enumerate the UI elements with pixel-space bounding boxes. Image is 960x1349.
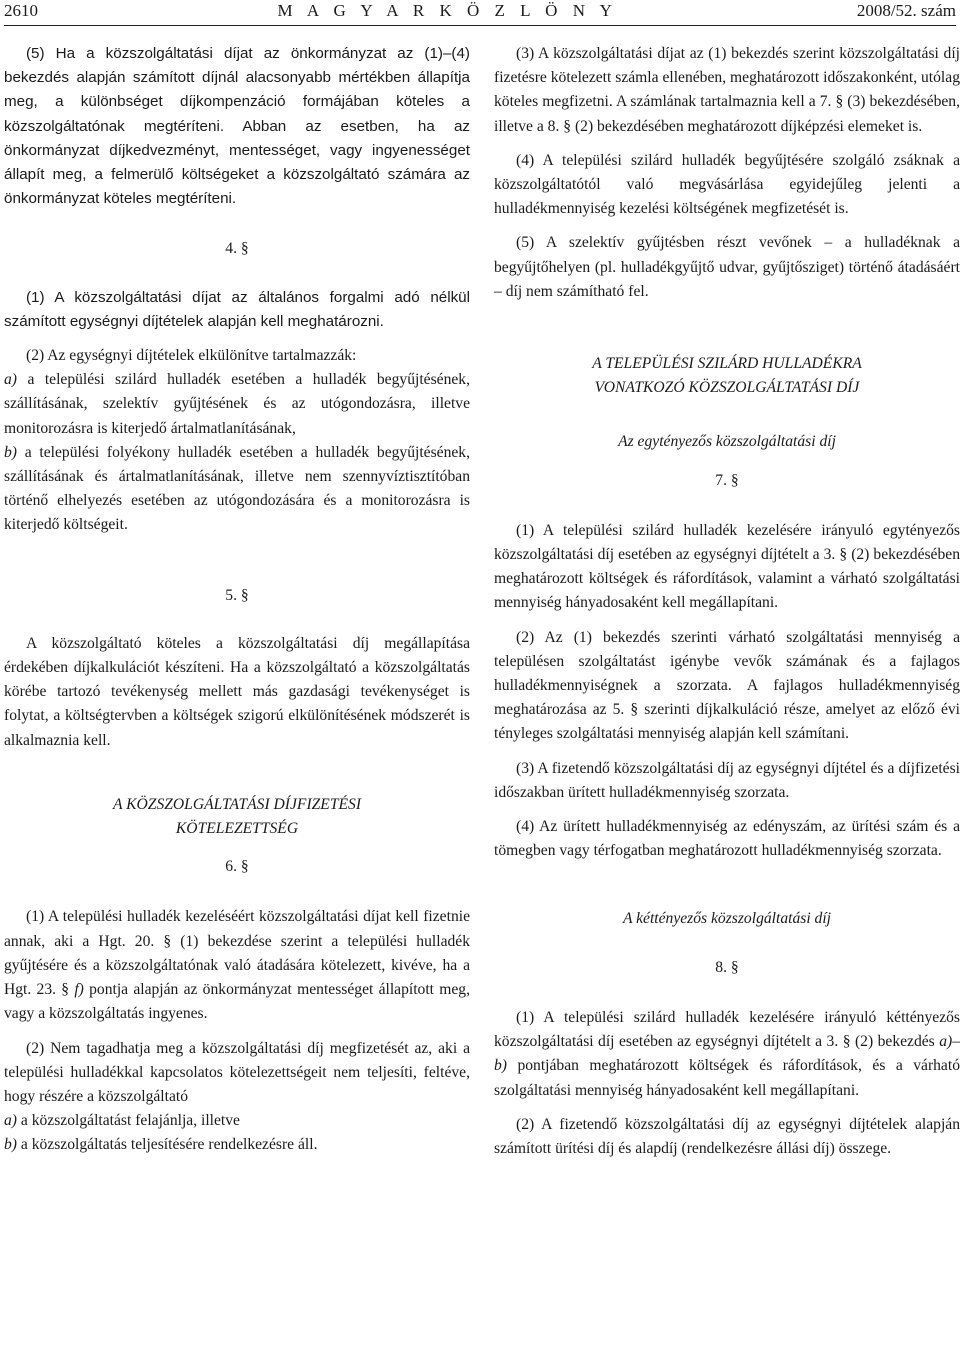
section-6-item-b [4, 1133, 470, 1157]
section-8-paragraph-2: (2) A fizetendő közszolgáltatási díj az egységnyi díjtételek alapján számított ürítési díj és alapdíj (rendelkezésre állási díj) összege. [494, 1115, 960, 1157]
item-text: a közszolgáltatás teljesítésére rendelkezésre áll. [17, 1136, 318, 1154]
section-7-heading: 7. § [715, 471, 739, 489]
page-number: 2610 [4, 1, 38, 20]
section-6-paragraph-1 [4, 905, 470, 1026]
subheading-single-factor: Az egytényezős közszolgáltatási díj [618, 433, 836, 451]
item-text: a települési szilárd hulladék esetében a hulladék begyűjtésének, szállításának, szelektív gyűjtésének és az utógondozásra, illetve monitorozásra is kiterjedő ártalmatlanításának, [4, 371, 470, 437]
section-5-paragraph: A közszolgáltató köteles a közszolgáltatási díj megállapítása érdekében díjkalkulációt készíteni. Ha a közszolgáltató a közszolgáltatás körébe tartozó tevékenység mellett más gazdasági tevékenységet is folytat, a költségtervben a költségek szigorú elkülönítésének módszerét is alkalmaznia kell. [4, 634, 470, 749]
item-label: b) [4, 443, 17, 461]
section-6-paragraph-2: (2) Nem tagadhatja meg a közszolgáltatási díj megfizetését az, aki a települési hulladékkal kapcsolatos kötelezettségeit nem teljesíti, feltéve, hogy részére a közszolgáltató [4, 1039, 470, 1105]
section-6-item-a [4, 1109, 470, 1133]
header-rule [4, 25, 956, 26]
section-6-heading: 6. § [225, 858, 249, 876]
right-column [494, 42, 960, 1171]
section-6-paragraph-5: (5) A szelektív gyűjtésben részt vevőnek – a hulladéknak a begyűjtőhelyen (pl. hulladékgyűjtő udvar, gyűjtősziget) történő átadásáért – díj nem számítható fel. [494, 234, 960, 300]
section-7-paragraph-4: (4) Az ürített hulladékmennyiség az edényszám, az ürítési szám és a tömegben vagy térfogatban meghatározott hulladékmennyiség szorzata. [494, 818, 960, 860]
section-6-paragraph-4: (4) A települési szilárd hulladék begyűjtésére szolgáló zsáknak a közszolgáltatótól való megvásárlása egyidejűleg jelenti a hulladékmennyiség kezelési költségének megfizetését is. [494, 151, 960, 218]
subheading-two-factor: A kéttényezős közszolgáltatási díj [622, 910, 832, 928]
point-label: a)–b) [494, 1033, 960, 1075]
section-8-heading: 8. § [715, 958, 739, 976]
item-label: b) [4, 1136, 17, 1154]
chapter-heading-line-2: VONATKOZÓ KÖZSZOLGÁLTATÁSI DÍJ [594, 379, 860, 397]
chapter-heading-line-1: A TELEPÜLÉSI SZILÁRD HULLADÉKRA [592, 355, 862, 373]
point-label: f) [74, 981, 84, 999]
item-text: a közszolgáltatást felajánlja, illetve [17, 1112, 240, 1130]
text-part: pontjában meghatározott költségek és ráfordítások, és a várható szolgáltatási mennyiség hányadosaként kell megállapítani. [494, 1057, 960, 1099]
issue-number: 2008/52. szám [856, 1, 956, 20]
section-7-paragraph-3: (3) A fizetendő közszolgáltatási díj az egységnyi díjtétel és a díjfizetési időszakban ürített hulladékmennyiség szorzata. [494, 759, 960, 801]
section-4-heading: 4. § [225, 240, 249, 258]
section-5-heading: 5. § [225, 586, 249, 604]
text-part: (1) A települési szilárd hulladék kezelésére irányuló kéttényezős közszolgáltatási díj esetében az egységnyi díjtételt a 3. § (2) bekezdés [494, 1008, 960, 1051]
section-4-paragraph-1: (1) A közszolgáltatási díjat az általános forgalmi adó nélkül számított egységnyi díjtételek alapján kell meghatározni. [4, 288, 470, 330]
publication-title: M A G Y A R K Ö Z L Ö N Y [277, 1, 618, 20]
section-8-paragraph-1 [494, 1006, 960, 1103]
item-text: a települési folyékony hulladék esetében a hulladék begyűjtésének, szállításának és ártalmatlanításának, illetve nem szennyvíztisztítóban történő elhelyezés esetében az utógondozására és a monitorozásra is kiterjedő költségeit. [4, 443, 470, 534]
page-header [4, 0, 956, 24]
item-label: a) [4, 371, 17, 389]
text-part: pontja alapján az önkormányzat mentességet állapított meg, vagy a közszolgáltatás ingyenes. [4, 981, 471, 1023]
section-4-paragraph-2-intro: (2) Az egységnyi díjtételek elkülönítve tartalmazzák: [26, 347, 357, 365]
section-6-paragraph-3: (3) A közszolgáltatási díjat az (1) bekezdés szerint közszolgáltatási díj fizetésre kötelezett számla ellenében, meghatározott időszakonként, utólag köteles megfizetni. A számlának tartalmaznia kell a 7. § (3) bekezdésében, illetve a 8. § (2) bekezdésében meghatározott díjképzési elemeket is. [494, 45, 960, 135]
section-7-paragraph-1: (1) A települési szilárd hulladék kezelésére irányuló egytényezős közszolgáltatási díj esetében az egységnyi díjtételt a 3. § (2) bekezdésében meghatározott költségek és ráfordítások, valamint a várható szolgáltatási mennyiség hányadosaként kell megállapítani. [494, 521, 960, 612]
section-7-paragraph-2: (2) Az (1) bekezdés szerinti várható szolgáltatási mennyiség a településen szolgáltatást igénybe vevők számának és a fajlagos hulladékmennyiségnek a szorzata. A fajlagos hulladékmennyiség meghatározása az 5. § szerinti díjkalkuláció része, amelyet az előző évi tényleges szolgáltatási mennyiség alapján kell számítani. [494, 628, 960, 743]
item-label: a) [4, 1112, 17, 1130]
section-4-item-a [4, 368, 470, 441]
section-4-item-b [4, 441, 470, 538]
chapter-heading-line-1: A KÖZSZOLGÁLTATÁSI DÍJFIZETÉSI [112, 795, 362, 813]
chapter-heading-line-2: KÖTELEZETTSÉG [175, 820, 299, 838]
text-part: (1) A települési hulladék kezeléséért közszolgáltatási díjat kell fizetnie annak, aki a Hgt. 20. § (1) bekezdése szerint a települési hulladék gyűjtésére és a közszolgáltatónak való átadására kötelezett, kivéve, ha a Hgt. 23. § [4, 908, 470, 999]
left-column [4, 42, 470, 1158]
paragraph-3-5: (5) Ha a közszolgáltatási díjat az önkormányzat az (1)–(4) bekezdés alapján számított díjnál alacsonyabb mértékben állapítja meg, a különbséget díjkompenzáció formájában köteles a közszolgáltatónak megtéríteni. Abban az esetben, ha az önkormányzat díjkedvezményt, mentességet, vagy ingyenességet állapít meg, a felmerülő költségeket a közszolgáltató számára az önkormányzat köteles megtéríteni. [4, 45, 470, 208]
